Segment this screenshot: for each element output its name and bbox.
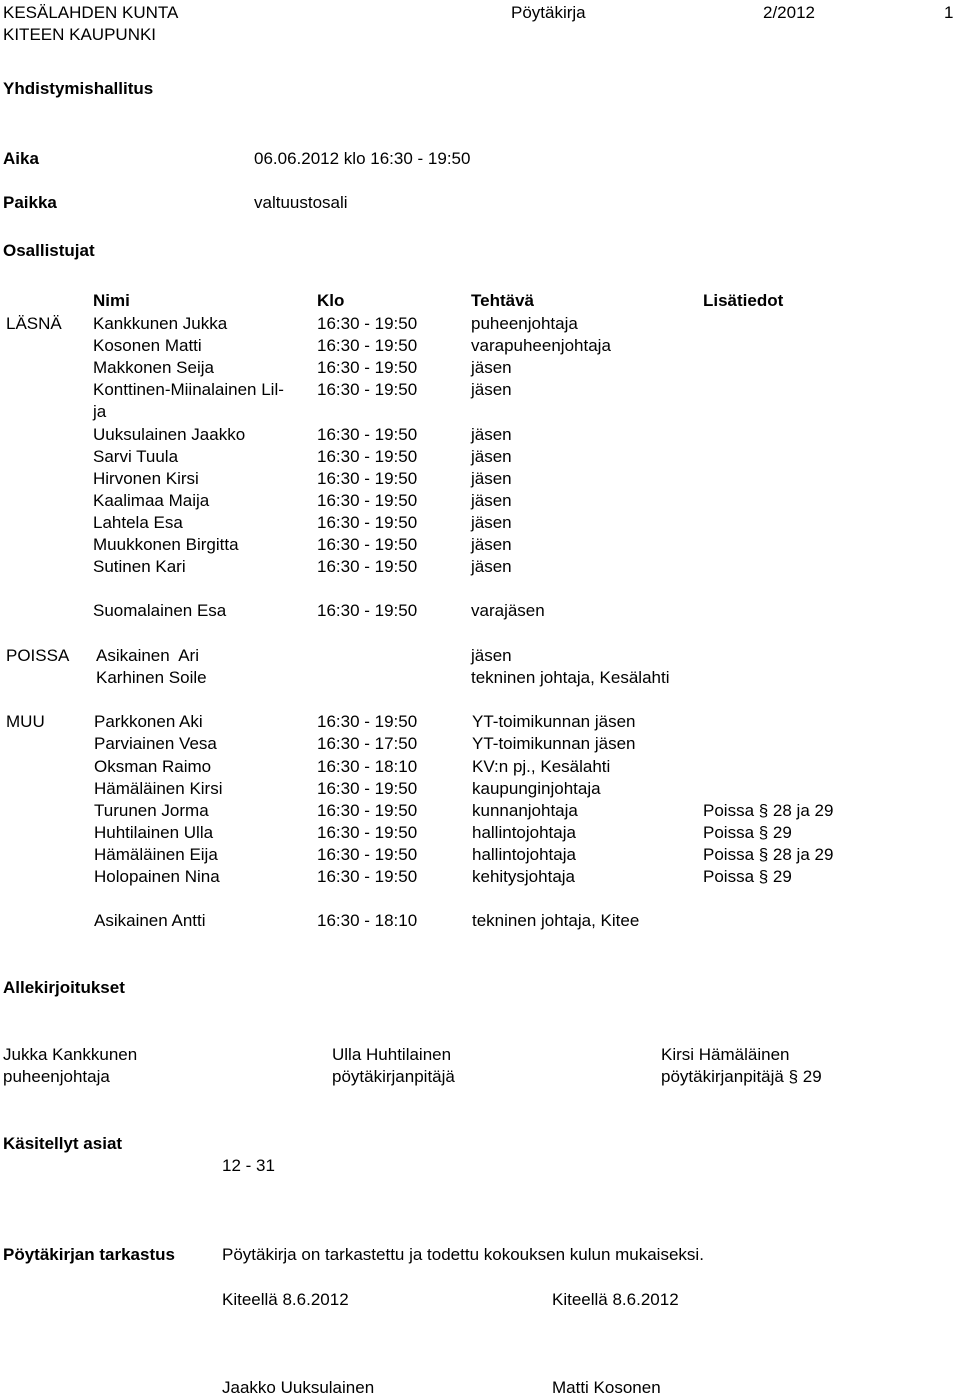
signer-title: puheenjohtaja (3, 1067, 110, 1086)
table-row-role: jäsen (471, 358, 512, 377)
table-row-notes: Poissa § 28 ja 29 (703, 801, 834, 820)
table-row-role: jäsen (471, 535, 512, 554)
table-row-time: 16:30 - 18:10 (317, 757, 418, 776)
time-label: Aika (3, 149, 39, 168)
table-row-role: hallintojohtaja (472, 823, 576, 842)
table-row-role: kehitysjohtaja (472, 867, 576, 886)
signer-name: Jukka Kankkunen (3, 1045, 138, 1064)
table-row-time: 16:30 - 19:50 (317, 425, 418, 444)
table-row-role: jäsen (471, 491, 512, 510)
table-row-time: 16:30 - 19:50 (317, 491, 418, 510)
table-row-time: 16:30 - 19:50 (317, 779, 418, 798)
table-row-time: 16:30 - 19:50 (317, 823, 418, 842)
table-row-name: Lahtela Esa (93, 513, 183, 532)
table-row-role: puheenjohtaja (471, 314, 578, 333)
table-row-role: jäsen (471, 557, 512, 576)
table-row-role: hallintojohtaja (472, 845, 576, 864)
table-row-role: jäsen (471, 469, 512, 488)
table-row-name: Karhinen Soile (96, 668, 207, 687)
review-heading: Pöytäkirjan tarkastus (3, 1245, 175, 1264)
table-row-name-continued: ja (93, 402, 107, 421)
table-row-time: 16:30 - 19:50 (317, 380, 418, 399)
table-row-notes: Poissa § 28 ja 29 (703, 845, 834, 864)
signatures-heading: Allekirjoitukset (3, 978, 125, 997)
table-row-time: 16:30 - 19:50 (317, 358, 418, 377)
review-statement: Pöytäkirja on tarkastettu ja todettu kokouksen kulun mukaiseksi. (222, 1245, 704, 1264)
table-row-role: YT-toimikunnan jäsen (472, 712, 636, 731)
table-row-name: Asikainen Ari (96, 646, 199, 665)
column-header-notes: Lisätiedot (703, 291, 784, 310)
table-row-time: 16:30 - 19:50 (317, 336, 418, 355)
table-row-name: Asikainen Antti (94, 911, 206, 930)
doc-type: Pöytäkirja (511, 3, 586, 22)
matters-value: 12 - 31 (222, 1156, 275, 1175)
table-row-role: varajäsen (471, 601, 545, 620)
column-header-name: Nimi (93, 291, 130, 310)
time-value: 06.06.2012 klo 16:30 - 19:50 (254, 149, 471, 168)
table-row-name: Oksman Raimo (94, 757, 212, 776)
page-number: 1 (944, 3, 954, 22)
table-row-role: jäsen (471, 380, 512, 399)
table-row-time: 16:30 - 19:50 (317, 845, 418, 864)
table-row-time: 16:30 - 19:50 (317, 867, 418, 886)
table-row-role: jäsen (471, 646, 512, 665)
table-row-role: jäsen (471, 513, 512, 532)
table-row-name: Uuksulainen Jaakko (93, 425, 246, 444)
column-header-time: Klo (317, 291, 345, 310)
table-row-role: jäsen (471, 425, 512, 444)
body-name: Yhdistymishallitus (3, 79, 154, 98)
table-row-notes: Poissa § 29 (703, 823, 792, 842)
table-row-time: 16:30 - 17:50 (317, 734, 418, 753)
table-row-time: 16:30 - 19:50 (317, 535, 418, 554)
table-row-time: 16:30 - 19:50 (317, 447, 418, 466)
table-row-time: 16:30 - 19:50 (317, 557, 418, 576)
table-row-name: Turunen Jorma (94, 801, 209, 820)
org-name-1: KESÄLAHDEN KUNTA (3, 3, 179, 22)
table-row-name: Kosonen Matti (93, 336, 202, 355)
review-place-date-2: Kiteellä 8.6.2012 (552, 1290, 679, 1309)
group-label-absent: POISSA (6, 646, 70, 665)
table-row-role: tekninen johtaja, Kesälahti (471, 668, 670, 687)
reviewer-name-2: Matti Kosonen (552, 1378, 661, 1397)
table-row-name: Sarvi Tuula (93, 447, 179, 466)
signer-title: pöytäkirjanpitäjä (332, 1067, 455, 1086)
table-row-role: jäsen (471, 447, 512, 466)
column-header-role: Tehtävä (471, 291, 534, 310)
table-row-time: 16:30 - 18:10 (317, 911, 418, 930)
table-row-name: Hämäläinen Eija (94, 845, 218, 864)
table-row-name: Muukkonen Birgitta (93, 535, 239, 554)
table-row-time: 16:30 - 19:50 (317, 712, 418, 731)
table-row-name: Parviainen Vesa (94, 734, 217, 753)
table-row-role: varapuheenjohtaja (471, 336, 611, 355)
table-row-notes: Poissa § 29 (703, 867, 792, 886)
signer-title: pöytäkirjanpitäjä § 29 (661, 1067, 822, 1086)
table-row-name: Kaalimaa Maija (93, 491, 210, 510)
table-row-name: Hirvonen Kirsi (93, 469, 199, 488)
table-row-name: Sutinen Kari (93, 557, 186, 576)
table-row-time: 16:30 - 19:50 (317, 513, 418, 532)
table-row-name: Holopainen Nina (94, 867, 220, 886)
group-label-present: LÄSNÄ (6, 314, 62, 333)
signer-name: Kirsi Hämäläinen (661, 1045, 790, 1064)
table-row-time: 16:30 - 19:50 (317, 601, 418, 620)
table-row-name: Konttinen-Miinalainen Lil- (93, 380, 284, 399)
table-row-name: Suomalainen Esa (93, 601, 227, 620)
table-row-name: Kankkunen Jukka (93, 314, 228, 333)
matters-heading: Käsitellyt asiat (3, 1134, 123, 1153)
doc-number: 2/2012 (763, 3, 815, 22)
table-row-name: Makkonen Seija (93, 358, 214, 377)
table-row-role: kunnanjohtaja (472, 801, 578, 820)
table-row-name: Huhtilainen Ulla (94, 823, 214, 842)
table-row-role: tekninen johtaja, Kitee (472, 911, 640, 930)
table-row-role: kaupunginjohtaja (472, 779, 601, 798)
signer-name: Ulla Huhtilainen (332, 1045, 452, 1064)
review-place-date-1: Kiteellä 8.6.2012 (222, 1290, 349, 1309)
table-row-time: 16:30 - 19:50 (317, 314, 418, 333)
place-label: Paikka (3, 193, 57, 212)
table-row-time: 16:30 - 19:50 (317, 801, 418, 820)
table-row-name: Hämäläinen Kirsi (94, 779, 223, 798)
participants-label: Osallistujat (3, 241, 95, 260)
org-name-2: KITEEN KAUPUNKI (3, 25, 157, 44)
place-value: valtuustosali (254, 193, 348, 212)
table-row-time: 16:30 - 19:50 (317, 469, 418, 488)
reviewer-name-1: Jaakko Uuksulainen (222, 1378, 375, 1397)
group-label-other: MUU (6, 712, 45, 731)
table-row-role: YT-toimikunnan jäsen (472, 734, 636, 753)
table-row-name: Parkkonen Aki (94, 712, 203, 731)
table-row-role: KV:n pj., Kesälahti (472, 757, 611, 776)
